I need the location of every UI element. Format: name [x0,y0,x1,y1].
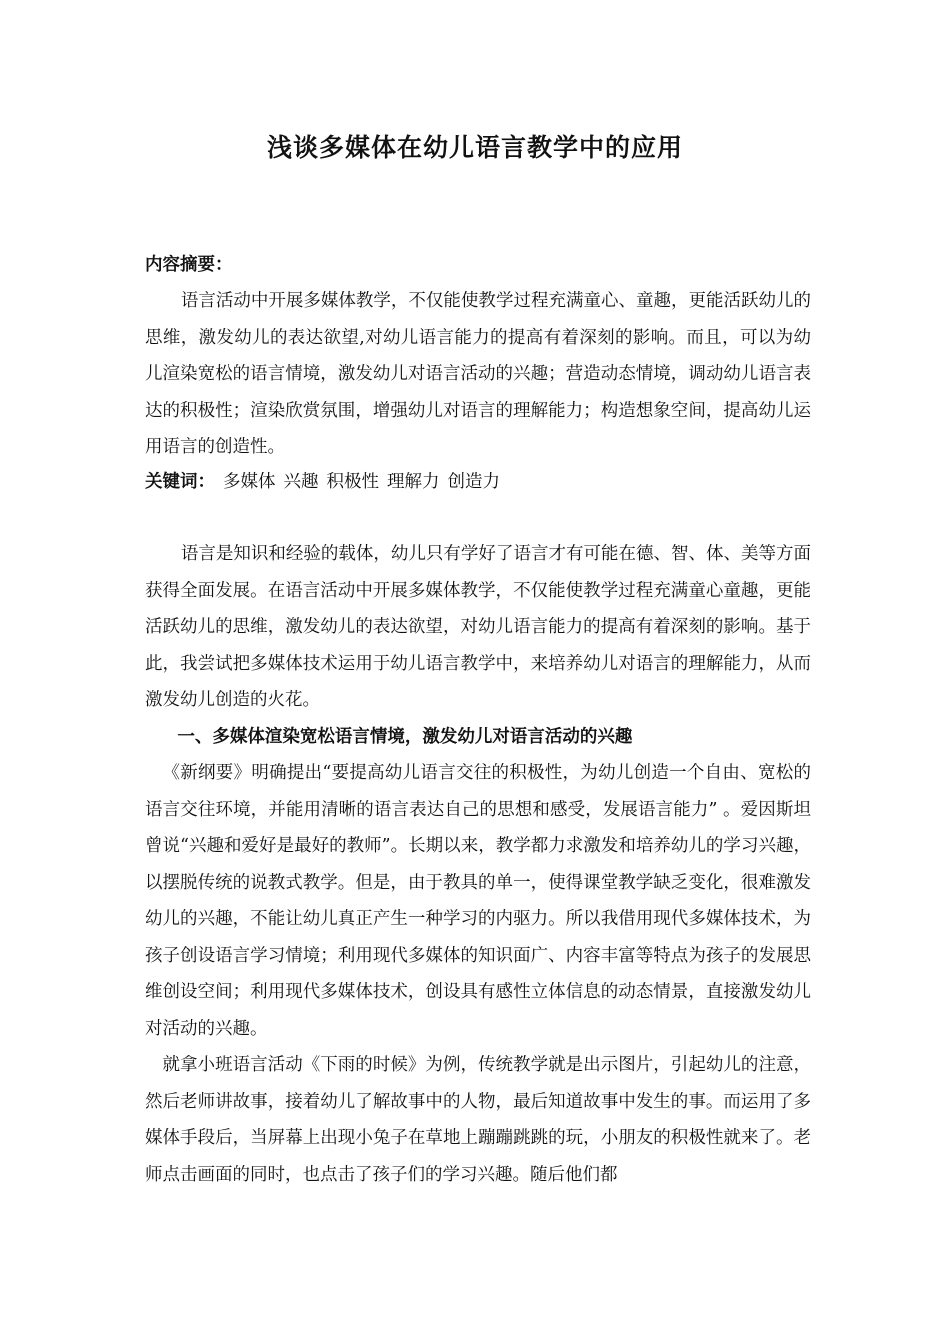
body-paragraph: 《新纲要》明确提出“要提高幼儿语言交往的积极性，为幼儿创造一个自由、宽松的语言交往环境，并能用清晰的语言表达自己的思想和感受，发展语言能力” 。爱因斯坦曾说“兴趣和爱好是最好的教师”。长期以来，教学都力求激发和培养幼儿的学习兴趣，以摆脱传统的说教式教学。但是，由于教具的单一，使得课堂教学缺乏变化，很难激发幼儿的兴趣，不能让幼儿真正产生一种学习的内驱力。所以我借用现代多媒体技术，为孩子创设语言学习情境；利用现代多媒体的知识面广、内容丰富等特点为孩子的发展思维创设空间；利用现代多媒体技术，创设具有感性立体信息的动态情景，直接激发幼儿对活动的兴趣。 [145,763,811,1039]
abstract-text: 语言活动中开展多媒体教学，不仅能使教学过程充满童心、童趣，更能活跃幼儿的思维，激发幼儿的表达欲望,对幼儿语言能力的提高有着深刻的影响。而且，可以为幼儿渲染宽松的语言情境，激发幼儿对语言活动的兴趣；营造动态情境，调动幼儿语言表达的积极性；渲染欣赏氛围，增强幼儿对语言的理解能力；构造想象空间，提高幼儿运用语言的创造性。 [145,291,811,457]
keyword-item: 创造力 [447,472,500,492]
body-paragraph: 就拿小班语言活动《下雨的时候》为例，传统教学就是出示图片，引起幼儿的注意，然后老师讲故事，接着幼儿了解故事中的人物，最后知道故事中发生的事。而运用了多媒体手段后，当屏幕上出现小兔子在草地上蹦蹦跳跳的玩，小朋友的积极性就来了。老师点击画面的同时，也点击了孩子们的学习兴趣。随后他们都 [145,1055,811,1185]
keyword-item: 多媒体 [223,472,276,492]
abstract-label: 内容摘要： [145,255,233,275]
abstract-block [145,283,811,466]
keyword-item: 兴趣 [283,472,319,492]
keywords-line [145,466,500,498]
keywords-label: 关键词： [145,472,215,492]
intro-paragraph: 语言是知识和经验的载体，幼儿只有学好了语言才有可能在德、智、体、美等方面获得全面发展。在语言活动中开展多媒体教学，不仅能使教学过程充满童心童趣，更能活跃幼儿的思维，激发幼儿的表达欲望，对幼儿语言能力的提高有着深刻的影响。基于此，我尝试把多媒体技术运用于幼儿语言教学中，来培养幼儿对语言的理解能力，从而激发幼儿创造的火花。 [145,544,811,710]
keyword-item: 理解力 [387,472,440,492]
body-block [145,536,811,1193]
document-title: 浅谈多媒体在幼儿语言教学中的应用 [266,133,683,162]
section-heading: 一、多媒体渲染宽松语言情境，激发幼儿对语言活动的兴趣 [177,726,633,747]
keyword-item: 积极性 [326,472,379,492]
